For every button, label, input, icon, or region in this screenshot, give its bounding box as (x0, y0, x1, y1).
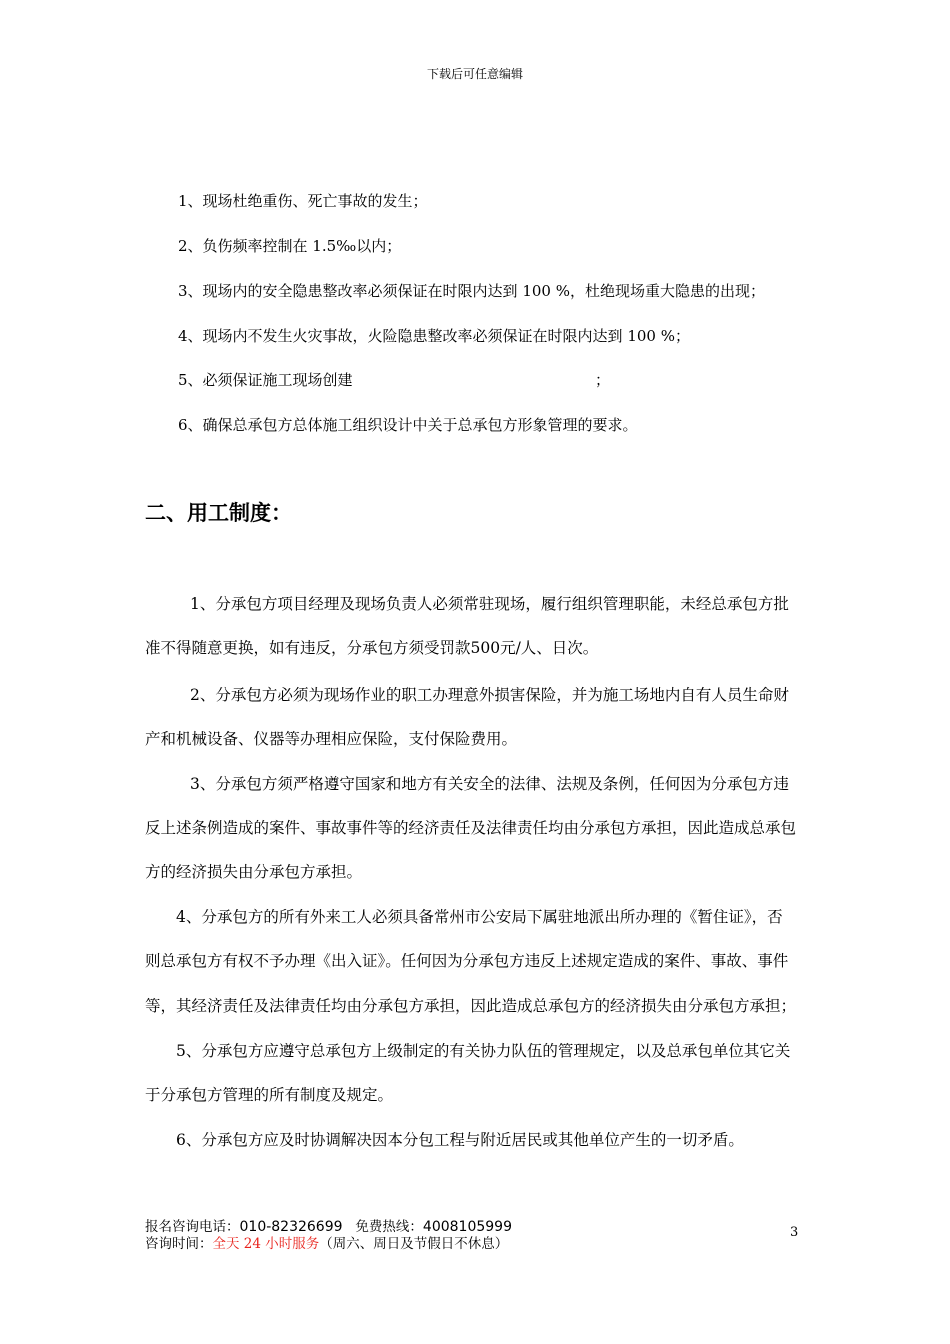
paragraph-line: 则总承包方有权不予办理《出入证》。任何因为分承包方违反上述规定造成的案件、事故、事件 (145, 952, 789, 970)
paragraph-line: 等，其经济责任及法律责任均由分承包方承担，因此造成总承包方的经济损失由分承包方承担； (145, 997, 797, 1015)
goal-item-5: 5、必须保证施工现场创建 (178, 371, 353, 389)
paragraph-line: 方的经济损失由分承包方承担。 (145, 863, 363, 881)
paragraph-line: 3、分承包方须严格遵守国家和地方有关安全的法律、法规及条例，任何因为分承包方违 (190, 775, 789, 793)
footer-time-highlight: 全天 24 小时服务 (212, 1236, 320, 1252)
paragraph-line: 6、分承包方应及时协调解决因本分包工程与附近居民或其他单位产生的一切矛盾。 (176, 1131, 744, 1149)
page-header-note: 下载后可任意编辑 (426, 67, 523, 81)
paragraph-line: 1、分承包方项目经理及现场负责人必须常驻现场，履行组织管理职能，未经总承包方批 (190, 595, 789, 613)
goal-item-2: 2、负伤频率控制在 1.5‰以内； (178, 237, 402, 255)
goal-item-3: 3、现场内的安全隐患整改率必须保证在时限内达到 100 %，杜绝现场重大隐患的出现； (178, 282, 765, 300)
goal-item-4: 4、现场内不发生火灾事故，火险隐患整改率必须保证在时限内达到 100 %； (178, 327, 690, 345)
paragraph-line: 于分承包方管理的所有制度及规定。 (145, 1086, 394, 1104)
footer-hours (145, 1232, 508, 1252)
paragraph-line: 反上述条例造成的案件、事故事件等的经济责任及法律责任均由分承包方承担，因此造成总承包 (145, 819, 797, 837)
footer-hotline: 4008105999 (422, 1219, 512, 1235)
footer-phone-label: 报名咨询电话： (145, 1219, 240, 1235)
section-title: 二、用工制度： (145, 501, 292, 525)
footer-time-note: （周六、周日及节假日不休息） (319, 1236, 509, 1252)
goal-item-1: 1、现场杜绝重伤、死亡事故的发生； (178, 192, 428, 210)
footer-hotline-label: 免费热线： (355, 1219, 423, 1235)
paragraph-line: 准不得随意更换，如有违反，分承包方须受罚款500元/人、日次。 (145, 639, 599, 657)
paragraph-line: 2、分承包方必须为现场作业的职工办理意外损害保险，并为施工场地内自有人员生命财 (190, 686, 789, 704)
paragraph-line: 5、分承包方应遵守总承包方上级制定的有关协力队伍的管理规定，以及总承包单位其它关 (176, 1042, 791, 1060)
paragraph-line: 4、分承包方的所有外来工人必须具备常州市公安局下属驻地派出所办理的《暂住证》，否 (176, 908, 783, 926)
goal-item-6: 6、确保总承包方总体施工组织设计中关于总承包方形象管理的要求。 (178, 416, 638, 434)
page-number: 3 (790, 1225, 799, 1240)
goal-item-5-trailing: ； (595, 371, 611, 389)
paragraph-line: 产和机械设备、仪器等办理相应保险，支付保险费用。 (145, 730, 518, 748)
footer-phone: 010-82326699 (239, 1219, 343, 1235)
footer-time-label: 咨询时间： (145, 1236, 213, 1252)
